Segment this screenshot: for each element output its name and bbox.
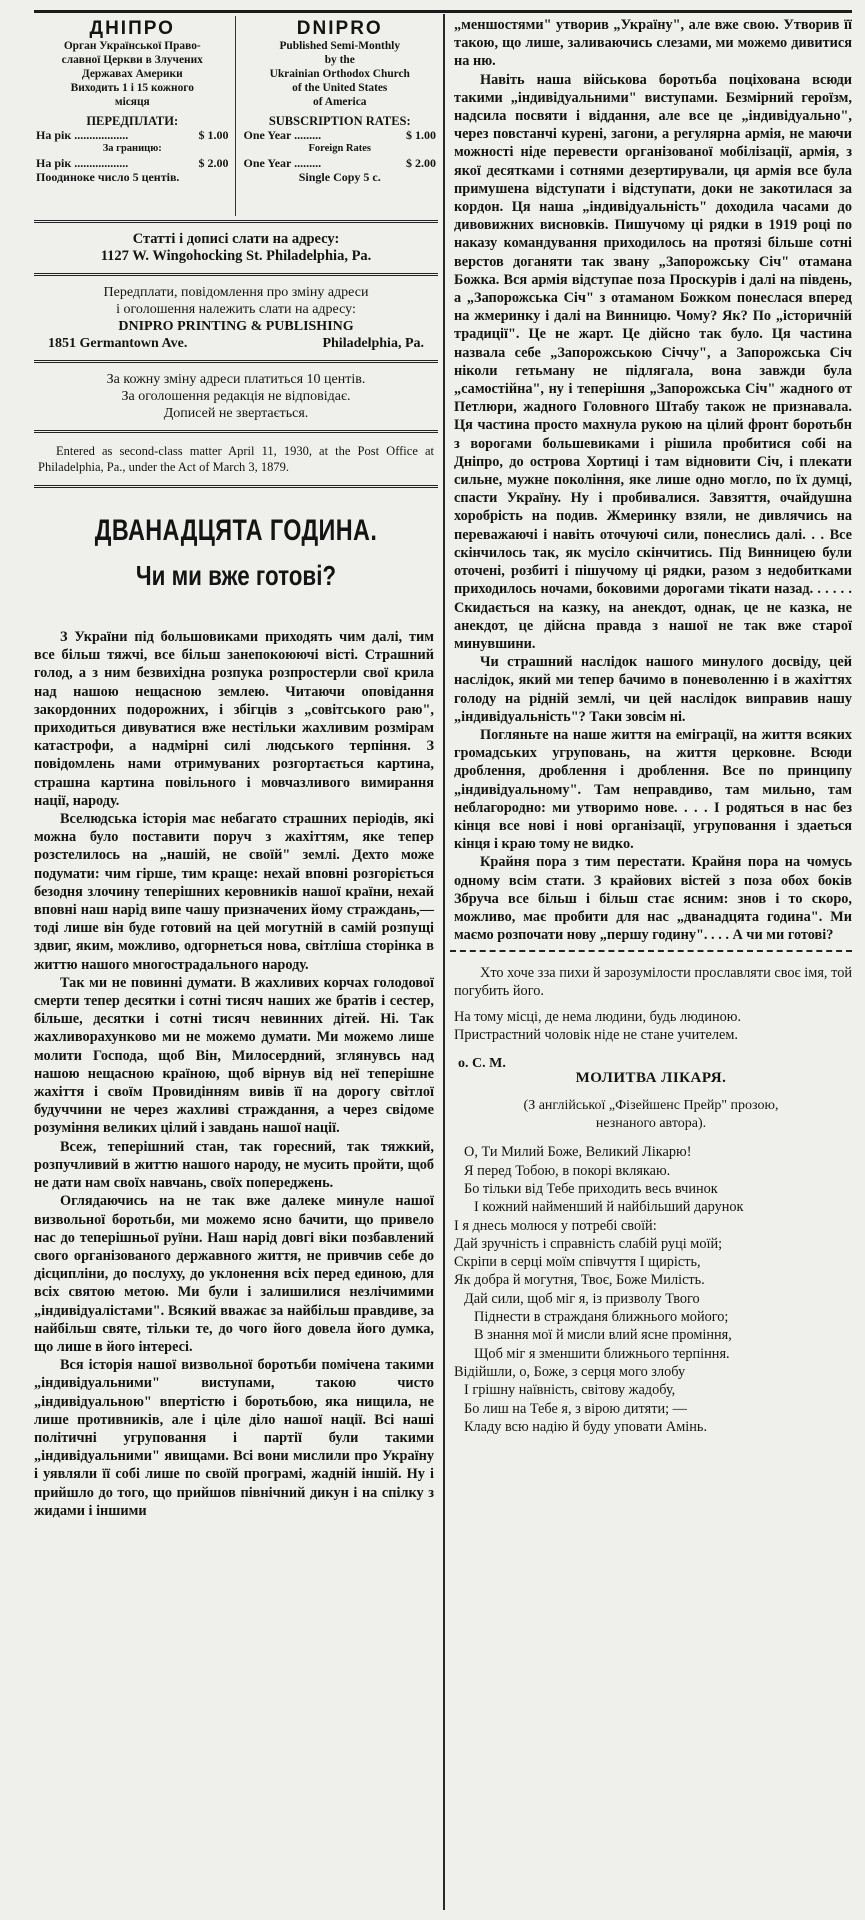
column-divider bbox=[443, 14, 445, 1910]
poem-line: Кладу всю надію й буду уповати Амінь. bbox=[464, 1418, 708, 1435]
poem-subtitle-line: (З англійської „Фізейшенс Прейр" прозою, bbox=[523, 1098, 779, 1114]
subscription-notice bbox=[34, 280, 438, 356]
dashed-rule bbox=[450, 950, 852, 952]
poem-line: І грішну наївність, світову жадобу, bbox=[464, 1382, 676, 1399]
article-paragraph: Вся історія нашої визвольної боротьби помічена такими „індивідуальними" виступами, такою чисто „індивідуальною" впертістю і боротьбою, яка нищила, не лише противників, але і ціле діло нашої нації. Всі наші політичні угруповання і партії були такими „індивідуальними" явищами. Всі вони мислили про Україну і уявляли її собі лише по своїй програмі, жадній іншій. Ну і прийшло до того, що прийшов північний дикун і на спілку з жидами і іншими bbox=[34, 1357, 434, 1519]
article-body-right bbox=[450, 16, 852, 944]
address-line: 1127 W. Wingohocking St. Philadelphia, Pa. bbox=[100, 248, 372, 264]
poem-line: Я перед Тобою, в покорі вклякаю. bbox=[464, 1162, 671, 1179]
poem-line: О, Ти Милий Боже, Великий Лікарю! bbox=[464, 1144, 692, 1161]
notice-line: і оголошення належить слати на адресу: bbox=[116, 302, 356, 317]
masthead-line: Виходить 1 і 15 кожного bbox=[70, 82, 194, 94]
poem-title: МОЛИТВА ЛІКАРЯ. bbox=[575, 1070, 727, 1087]
masthead-line: місяця bbox=[114, 96, 150, 108]
masthead-line: Ukrainian Orthodox Church bbox=[269, 68, 410, 80]
article-paragraph: Погляньте на наше життя на еміграції, на життя всяких громадських угруповань, на життя церковне. Всюди дроблення, дроблення і дроблення. Все по принципу „індивідуальному". Там неправдиво, там мильно, там неблагородно: ми утворимо нове. . . . І родяться в нас без кінця все нові і нові організації, угруповання і здаеться кінця і краю тому не видко. bbox=[454, 726, 852, 853]
article-paragraph: З України під большовиками приходять чим далі, тим все більш тяжчі, все більш занепокоюючі вісті. Страшний голод, а з ним безвихідна розпука розпростерли свої крила над нашою нещасною землею. Читаючи оповідання закордонних подорожних, і збігців з „совітського раю", приходиться дивуватися вже нестільки жахливим розмірам катастрофи, а надмірні силі людського терпіння. З повідомлень нами отримуваних розгортається картина, страшна картина повільного і мовчазливого вимирання нації, народу. bbox=[34, 629, 434, 809]
poem-body bbox=[450, 1143, 852, 1436]
article-body-left bbox=[34, 628, 438, 1520]
masthead-line: Published Semi-Monthly bbox=[279, 40, 401, 52]
masthead-ukrainian bbox=[34, 16, 236, 216]
article-paragraph: „меншостями" утворив „Україну", але вже свою. Утворив її такою, що лише, заливаючись слезами, ми можемо дивитися на ню. bbox=[454, 17, 852, 70]
address-line: Статті і дописі слати на адресу: bbox=[132, 231, 340, 247]
rate-label: One Year ......... bbox=[243, 156, 322, 170]
article-paragraph: Крайня пора з тим перестати. Крайня пора на чомусь одному всім стати. З крайових вістей з поза обох боків Збруча все більш і більш стає ясним: знов і то скоро, можливо, має пробити для нас „дванадцята година". Ми маємо розпочати нову „першу годину". . . . А чи ми готові? bbox=[454, 854, 852, 944]
publisher-name: DNIPRO PRINTING & PUBLISHING bbox=[118, 319, 354, 334]
poem-signature: о. С. М. bbox=[458, 1056, 506, 1072]
masthead-name-en: DNIPRO bbox=[296, 18, 383, 39]
rate-value: $ 2.00 bbox=[198, 156, 229, 170]
rule bbox=[34, 360, 438, 363]
masthead-line: by the bbox=[324, 54, 355, 66]
publisher-city: Philadelphia, Pa. bbox=[322, 336, 424, 351]
maxim: На тому місці, де нема людини, будь людиною. bbox=[454, 1009, 742, 1026]
rule bbox=[34, 273, 438, 276]
article-paragraph: Чи страшний наслідок нашого минулого досвіду, цей наслідок, який ми тепер бачимо в поневоленню і в жахіттях голоду на рідній землі, чи цей наслідок виправив нашу „індивідуальність"? Таки зовсім ні. bbox=[454, 654, 852, 725]
masthead-line: Державах Америки bbox=[81, 68, 183, 80]
poem-line: І я днесь молюся у потребі своїй: bbox=[454, 1217, 657, 1234]
poem-line: Як добра й могутня, Твоє, Боже Милість. bbox=[454, 1272, 705, 1289]
masthead-line: of America bbox=[313, 96, 367, 108]
maxim: Хто хоче зза пихи й зарозумілости прославляти своє імя, той погубить його. bbox=[454, 965, 852, 1000]
single-copy-ua bbox=[34, 170, 231, 184]
top-rule bbox=[34, 10, 852, 13]
notice-line: За оголошення редакція не відповідає. bbox=[121, 389, 351, 404]
masthead bbox=[34, 16, 438, 216]
article-paragraph: Навіть наша військова боротьба поціхована всюди такими „індивідуальними" виступами. Безмірний героїзм, надсила посвяти і віддання, але все це „індивідуально", через повстанчі курені, загони, а регулярна армія, не маючи можності ніде перевести організованої мобілізації, армія, з якої десятками і сотнями дезертирували, ця армія все була примушена відступати і відступати, доки не закотилася за кордон. Ця наша „індивідуальність" доходила часами до дивовижних висновків. Пишучому ці рядки в 1919 році по наказу командування приходилось на протязі більше сотні верстов доганяти так звану „Запорожську Січ" отамана Божка. Вся армія відступае поза Проскурів і далі на південь, а „Запорожська Січ" з отаманом Божком понеслася вперед на жмеринку і далі на Винницю. Чому? Як? По „історичній традиції". Це не жарт. Це дійсно так було. Ця частина назвала себе „Запорожською Січчу", а Запорожська Січ ніколи гетьману не підлягала, вона завжди була „самостійна", ну і теперішня „Запорожська Січ" жадного от Петлюри, жадного Головного Штабу також не признавала. Ця частина просто махнула рукою на цілий фронт боротьбн з ворогами большевиками і рішила пробитися собі на Дніпро, до острова Хортиці і там відновити Січ, і плекати сильне, мужне покоління, яке лише одно могло, по їх думці, спасти Україну. Ну і пробивалися. Завзяття, очайдушна хоробрість на подив. Жмеринку взяли, не дивлячись на переважаючі і навіть оточуючі сили, понеслись далі. . . Все скінчилось так, як мусіло скінчитись. Під Винницею були оточені, розбиті і пішучому ці рядки, разом з недобитками приходилось ночами, боковими дорогами тікати назад. . . . . . Скидається на казку, на анекдот, однак, це не казка, не анекдот, це дійсна правда з нашої не так вже старої минувшини. bbox=[454, 71, 852, 652]
rate-row bbox=[34, 128, 231, 142]
left-column bbox=[34, 16, 438, 1520]
poem-line: В знання мої й мисли влий ясне проміння, bbox=[474, 1327, 732, 1344]
rate-label: One Year ......... bbox=[243, 128, 322, 142]
poem-line: Відійшли, о, Боже, з серця мого злобу bbox=[454, 1363, 686, 1380]
rule bbox=[34, 485, 438, 488]
publisher-street: 1851 Germantown Ave. bbox=[48, 336, 188, 351]
poem-subtitle-line: незнаного автора). bbox=[595, 1116, 707, 1132]
editorial-address bbox=[34, 227, 438, 269]
masthead-line: of the United States bbox=[292, 82, 388, 94]
masthead-line: Орган Української Право- bbox=[63, 40, 201, 52]
rate-row bbox=[242, 156, 439, 170]
notice-line: За кожну зміну адреси платиться 10 центів. bbox=[106, 372, 366, 387]
single-copy-text: Поодиноке число 5 центів. bbox=[36, 170, 180, 184]
poem-line: Дай сили, щоб міг я, із призволу Твого bbox=[464, 1290, 700, 1307]
notice-line: Дописей не звертається. bbox=[163, 406, 309, 421]
article-paragraph: Вселюдська історія має небагато страшних періодів, які можна було поставити поруч з жахіттям, яке тепер розстелилось на „нашій, не своїй" землі. Дехто може подумати: чим гірше, тим краще: нехай вповні розгоріється безодня злочину теперішних керовників нашої країни, нехай вповні наш нарід випе чашу призначених йому страждань,— тоді лише він буде готовий на цей могутній в самій розпущі здвиг, яким, можливо, одгорнеться нова, світліша сторінка в життю нашого многострадального народу. bbox=[34, 811, 434, 973]
poem-line: Дай зручність і справність слабій руці моїй; bbox=[454, 1235, 723, 1252]
poem-line: Бо тільки від Тебе приходить весь вчинок bbox=[464, 1180, 718, 1197]
article-headline: ДВАНАДЦЯТА ГОДИНА. bbox=[94, 514, 378, 547]
notices bbox=[34, 367, 438, 426]
poem-line: Бо лиш на Тебе я, з вірою дитяти; — bbox=[464, 1400, 687, 1417]
abroad-title: За границю: bbox=[102, 143, 162, 154]
poem-line: І кожний найменший й найбільший дарунок bbox=[474, 1199, 744, 1216]
notice-line: Передплати, повідомлення про зміну адреси bbox=[103, 285, 369, 300]
right-column bbox=[450, 16, 852, 1436]
article-paragraph: Всеж, теперішний стан, так горесний, так тяжкий, розпучливий в життю нашого народу, не мусить пройти, щоб не дати нам своїх навчань, своїх попереджень. bbox=[34, 1138, 434, 1192]
subscriptions-title-ua: ПЕРЕДПЛАТИ: bbox=[86, 114, 179, 128]
masthead-line: славної Церкви в Злучених bbox=[61, 54, 203, 66]
poem-line: Піднести в стражданя ближнього мойого; bbox=[474, 1309, 729, 1326]
single-copy-text: Single Copy 5 c. bbox=[298, 170, 381, 184]
article-paragraph: Оглядаючись на не так вже далеке минуле нашої визвольної боротьби, ми можемо ясно бачити, що привело нас до теперішньої руїни. Наш нарід довгі віки позбавлений свого організованого державного життя, не привчив себе до дісципліни, до послуху, до уклонення всіх перед единою, для всіх святою метою. Ми були і залишилися незлічимими „індивідуалістами". Всякий вважає за найбільш правдиве, за найбільш святе, тільки те, до чого його довела його думка, що лише в його інтересі. bbox=[34, 1193, 434, 1355]
rate-value: $ 2.00 bbox=[406, 156, 436, 170]
poem-subtitle bbox=[450, 1097, 852, 1133]
foreign-title: Foreign Rates bbox=[308, 143, 371, 154]
subscriptions-title-en: SUBSCRIPTION RATES: bbox=[268, 114, 411, 128]
article-subheadline: Чи ми вже готові? bbox=[135, 560, 337, 591]
single-copy-en bbox=[242, 170, 439, 184]
newspaper-page bbox=[34, 10, 852, 1910]
rate-row bbox=[34, 156, 231, 170]
rate-label: На рік .................. bbox=[36, 128, 129, 142]
rate-label: На рік .................. bbox=[36, 156, 129, 170]
masthead-english bbox=[236, 16, 439, 216]
maxim: Пристрастний чоловік ніде не стане учителем. bbox=[454, 1027, 738, 1044]
poem-line: Скріпи в серці моїм співчуття І щирість, bbox=[454, 1254, 701, 1271]
postal-entry-note: Entered as second-class matter April 11, 1930, at the Post Office at Philadelphia, Pa., under the Act of March 3, 1879. bbox=[38, 444, 434, 474]
masthead-name-ua: ДНІПРО bbox=[89, 18, 175, 39]
poem-line: Щоб міг я зменшити ближнього терпіння. bbox=[474, 1345, 730, 1362]
rate-row bbox=[242, 128, 439, 142]
rule bbox=[34, 430, 438, 433]
rate-value: $ 1.00 bbox=[198, 128, 229, 142]
maxims bbox=[450, 964, 852, 1044]
article-paragraph: Так ми не повинні думати. В жахливих корчах голодової смерти тепер десятки і сотні тисяч наших же братів і сестер, більше, десятки і сотні тисяч невинних дітей. Ні. Так жахливорахунково ми не можемо думати. Ми можемо лише молити Господа, щоб Він, Милосердний, зглянувсь над нашою нещасною країною, щоб вірнув від неї теперішне жахіття і своїм Провидінням вивів її на дорогу світлої будуччини не через жахливі страждання, а через свідоме розуміння великих цілий і завдань нашої нації. bbox=[34, 974, 434, 1137]
rate-value: $ 1.00 bbox=[406, 128, 436, 142]
publisher-address bbox=[34, 335, 438, 352]
rule bbox=[34, 220, 438, 223]
